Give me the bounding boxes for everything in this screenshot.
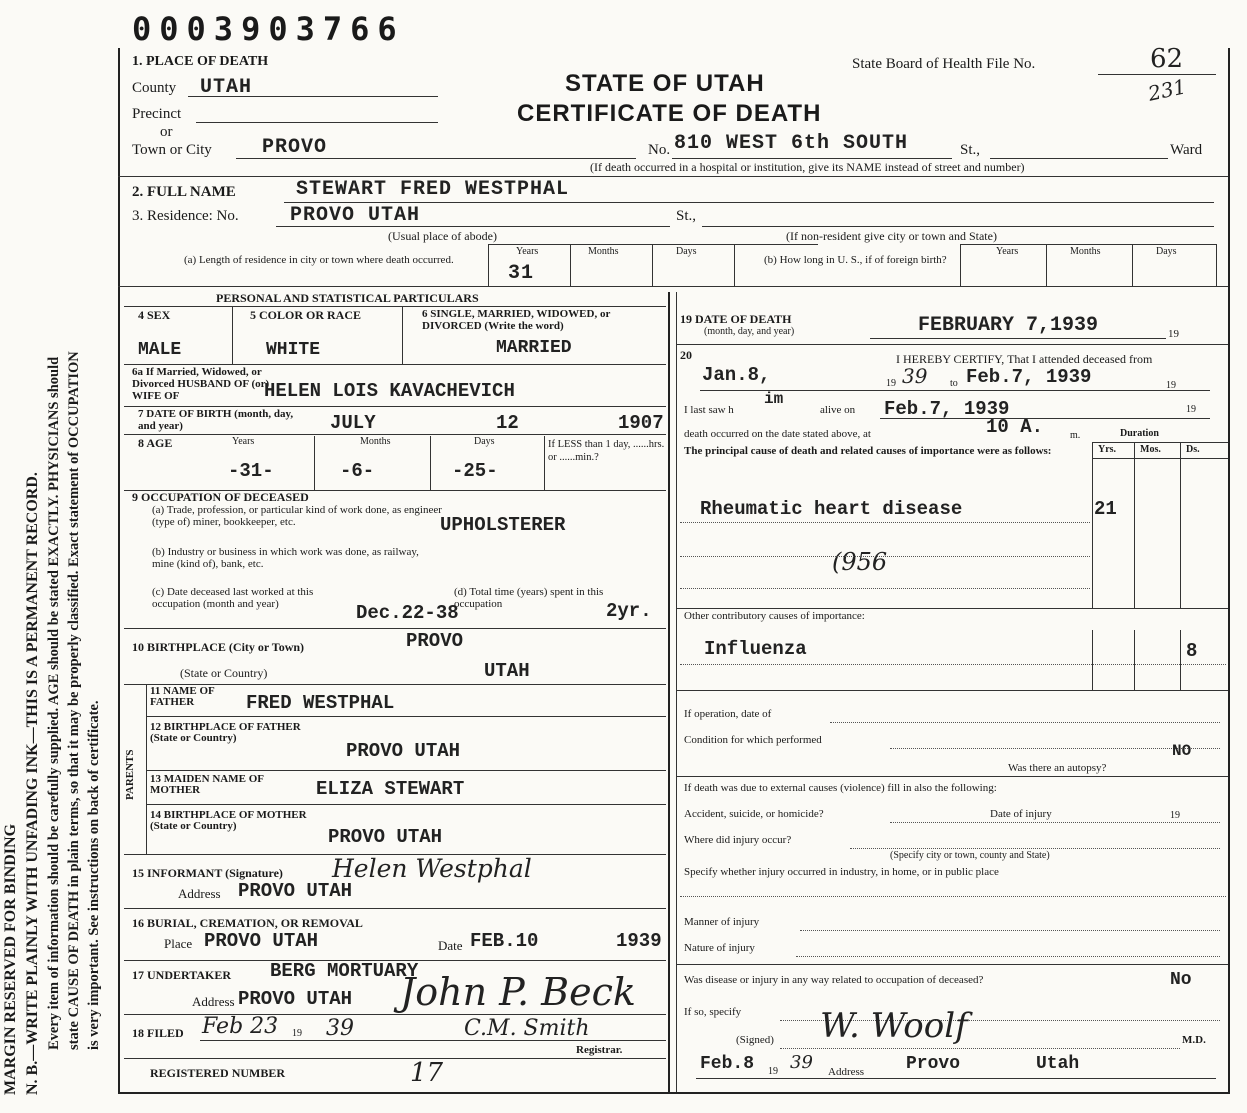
undertaker-label: 17 UNDERTAKER (132, 968, 232, 982)
father-value: FRED WESTPHAL (246, 692, 395, 714)
dob-month: JULY (330, 412, 376, 434)
town-label: Town or City (132, 142, 212, 158)
death-time: 10 A. (986, 416, 1044, 438)
cause-years: 21 (1094, 498, 1117, 520)
filed-label: 18 FILED (132, 1026, 184, 1040)
date-of-death-value: FEBRUARY 7,1939 (918, 314, 1099, 337)
certify-text: I HEREBY CERTIFY, That I attended deceased from (896, 352, 1153, 366)
date-injury-19: 19 (1170, 810, 1180, 821)
dob-label: 7 DATE OF BIRTH (month, day, and year) (138, 408, 294, 432)
undertaker-address-label: Address (192, 994, 235, 1009)
no-label: No. (648, 142, 671, 158)
or-label: or (160, 124, 173, 140)
father-label: 11 NAME OF FATHER (150, 685, 215, 708)
serial-number: 0003903766 (132, 10, 405, 48)
death-occurred-label: death occurred on the date stated above, at (684, 428, 871, 440)
us-days-header: Days (1156, 246, 1177, 257)
sex-value: MALE (138, 340, 182, 360)
burial-label: 16 BURIAL, CREMATION, OR REMOVAL (132, 916, 363, 930)
manner-label: Manner of injury (684, 916, 760, 928)
signed-19: 19 (768, 1066, 778, 1077)
accident-label: Accident, suicide, or homicide? (684, 808, 824, 820)
informant-label: 15 INFORMANT (Signature) (132, 866, 283, 880)
st-label: St., (960, 142, 981, 158)
occupation-label: 9 OCCUPATION OF DECEASED (132, 490, 309, 504)
occupation-d-value: 2yr. (606, 600, 652, 622)
yrs-header: Yrs. (1098, 444, 1117, 455)
mother-birthplace-value: PROVO UTAH (328, 826, 443, 848)
father-birthplace-value: PROVO UTAH (346, 740, 461, 762)
mother-value: ELIZA STEWART (316, 778, 465, 800)
other-cause-days: 8 (1186, 640, 1198, 662)
informant-address-label: Address (178, 886, 221, 901)
nature-label: Nature of injury (684, 942, 755, 954)
us-years-header: Years (996, 246, 1019, 257)
county-value: UTAH (200, 76, 253, 99)
autopsy-value: NO (1172, 742, 1192, 760)
occupation-related-label: Was disease or injury in any way related to occupation of deceased? (684, 974, 984, 986)
occupation-value: UPHOLSTERER (440, 514, 566, 536)
condition-label: Condition for which performed (684, 734, 822, 746)
father-birthplace-label: 12 BIRTHPLACE OF FATHER (State or Country) (150, 721, 301, 744)
birthplace-state-label: (State or Country) (180, 666, 268, 680)
signed-year: 39 (790, 1052, 813, 1073)
undertaker-address: PROVO UTAH (238, 988, 353, 1010)
filed-nineteen: 19 (292, 1028, 302, 1039)
dob-year: 1907 (618, 412, 664, 434)
cause-code: (956 (832, 548, 888, 576)
burial-year: 1939 (616, 930, 662, 952)
occupation-a-label: (a) Trade, profession, or particular kind of work done, as engineer (type of) miner, bookkeeper, etc. (152, 504, 442, 528)
occupation-b-label: (b) Industry or business in which work was done, as railway, mine (kind of), bank, etc. (152, 546, 419, 570)
attended-to: Feb.7, 1939 (966, 366, 1092, 388)
certify-number: 20 (680, 348, 692, 362)
residence-st-label: St., (676, 208, 697, 224)
signed-address-label: Address (828, 1066, 865, 1078)
margin-instructions-2: state CAUSE OF DEATH in plain terms, so that it may be properly classified. Exact statement of OCCUPATION (66, 351, 82, 1050)
md-label: M.D. (1182, 1034, 1206, 1046)
full-name-label: 2. FULL NAME (132, 184, 236, 200)
last-saw-label: I last saw h (684, 404, 734, 416)
usual-abode: (Usual place of abode) (388, 229, 497, 243)
operation-label: If operation, date of (684, 708, 772, 720)
registered-number-value: 17 (410, 1058, 444, 1088)
autopsy-label: Was there an autopsy? (1008, 762, 1107, 774)
age-years-value: -31- (228, 460, 274, 482)
other-causes-label: Other contributory causes of importance: (684, 610, 865, 622)
last-saw-19: 19 (1186, 404, 1196, 415)
occupation-related-value: No (1170, 970, 1192, 990)
death-m: m. (1070, 430, 1081, 441)
registrar-signature: C.M. Smith (464, 1016, 590, 1041)
cause-value: Rheumatic heart disease (700, 498, 963, 520)
burial-place-label: Place (164, 936, 193, 951)
certificate-title: CERTIFICATE OF DEATH (517, 100, 822, 127)
registrar-label: Registrar. (576, 1044, 623, 1056)
physician-signature: W. Woolf (820, 1006, 968, 1046)
parents-side-label: PARENTS (124, 749, 136, 800)
age-months-value: -6- (340, 460, 375, 482)
nonresident-note: (If non-resident give city or town and State) (786, 229, 997, 243)
attended-from-year: 39 (902, 364, 928, 388)
if-so-label: If so, specify (684, 1006, 742, 1018)
file-no-extra: 231 (1145, 74, 1189, 106)
street-value: 810 WEST 6th SOUTH (674, 132, 909, 155)
date-of-death-label: 19 DATE OF DEATH (680, 312, 792, 326)
age-years-label: Years (232, 436, 255, 447)
occupation-c-value: Dec.22-38 (356, 602, 459, 624)
date-of-death-nineteen: 19 (1168, 328, 1179, 340)
hospital-note: (If death occurred in a hospital or institution, give its NAME instead of street and number) (590, 160, 1025, 174)
res-years-value: 31 (508, 262, 535, 285)
sex-label: 4 SEX (138, 308, 171, 322)
ward-label: Ward (1170, 142, 1203, 158)
specify-city-label: (Specify city or town, county and State) (890, 850, 1050, 861)
color-value: WHITE (266, 340, 321, 360)
age-months-label: Months (360, 436, 391, 447)
mother-birthplace-label: 14 BIRTHPLACE OF MOTHER (State or Country) (150, 809, 307, 832)
signed-label: (Signed) (736, 1034, 774, 1046)
other-cause: Influenza (704, 638, 807, 660)
filed-date: Feb 23 (202, 1014, 279, 1039)
spouse-label: 6a If Married, Widowed, or Divorced HUSBAND OF (or) WIFE OF (132, 366, 270, 402)
specify-where-label: Specify whether injury occurred in industry, in home, or in public place (684, 866, 999, 878)
attended-to-19: 19 (1166, 380, 1176, 391)
spouse-value: HELEN LOIS KAVACHEVICH (264, 380, 515, 402)
informant-signature: Helen Westphal (332, 854, 532, 883)
attended-from-19: 19 (886, 378, 896, 389)
town-value: PROVO (262, 136, 328, 159)
alive-label: alive on (820, 404, 856, 416)
registered-number-label: REGISTERED NUMBER (150, 1066, 286, 1080)
external-causes-label: If death was due to external causes (violence) fill in also the following: (684, 782, 997, 794)
cause-instructions: The principal cause of death and related causes of importance were as follows: (684, 445, 1052, 457)
signed-address-state: Utah (1036, 1054, 1080, 1074)
attended-to-label: to (950, 378, 958, 389)
marital-value: MARRIED (496, 338, 572, 358)
attended-from: Jan.8, (702, 364, 771, 386)
date-of-death-sub: (month, day, and year) (704, 326, 795, 337)
margin-binding: MARGIN RESERVED FOR BINDING (2, 823, 19, 1095)
length-residence-label: (a) Length of residence in city or town where death occurred. (184, 254, 454, 266)
birthplace-label: 10 BIRTHPLACE (City or Town) (132, 640, 305, 654)
last-saw-him: im (764, 390, 784, 408)
residence-value: PROVO UTAH (290, 204, 421, 227)
res-years-header: Years (516, 246, 539, 257)
where-injury-label: Where did injury occur? (684, 834, 792, 846)
state-title: STATE OF UTAH (565, 70, 765, 97)
informant-address: PROVO UTAH (238, 880, 353, 902)
burial-place: PROVO UTAH (204, 930, 319, 952)
undertaker-value: BERG MORTUARY (270, 960, 419, 982)
less-than-day: If LESS than 1 day, ......hrs. or ......min.? (548, 439, 665, 463)
dob-day: 12 (496, 412, 519, 434)
margin-instructions-1: Every item of information should be carefully supplied. AGE should be stated EXACTLY. PHYSICIANS should (46, 356, 62, 1050)
birthplace-city: PROVO (406, 630, 464, 652)
county-label: County (132, 80, 177, 96)
margin-ink-note: N. B.—WRITE PLAINLY WITH UNFADING INK—THIS IS A PERMANENT RECORD. (24, 472, 41, 1095)
filed-year: 39 (326, 1016, 354, 1041)
burial-date: FEB.10 (470, 930, 539, 952)
foreign-birth-label: (b) How long in U. S., if of foreign birth? (764, 254, 947, 266)
marital-label: 6 SINGLE, MARRIED, WIDOWED, or DIVORCED (Write the word) (422, 308, 611, 332)
ds-header: Ds. (1186, 444, 1200, 455)
us-months-header: Months (1070, 246, 1101, 257)
occupation-c-label: (c) Date deceased last worked at this occupation (month and year) (152, 586, 314, 610)
signed-address: Provo (906, 1054, 961, 1074)
file-no-label: State Board of Health File No. (852, 56, 1036, 72)
mother-label: 13 MAIDEN NAME OF MOTHER (150, 773, 264, 796)
margin-instructions-3: is very important. See instructions on back of certificate. (86, 700, 102, 1050)
date-injury-label: Date of injury (990, 808, 1052, 820)
occupation-d-label: (d) Total time (years) spent in this occupation (454, 586, 604, 610)
undertaker-signature: John P. Beck (400, 970, 636, 1014)
res-months-header: Months (588, 246, 619, 257)
precinct-label: Precinct (132, 106, 182, 122)
duration-label: Duration (1120, 428, 1159, 439)
burial-date-label: Date (438, 938, 463, 953)
file-no-value: 62 (1150, 44, 1184, 74)
birthplace-state: UTAH (484, 660, 530, 682)
residence-label: 3. Residence: No. (132, 208, 239, 224)
res-days-header: Days (676, 246, 697, 257)
last-saw-value: Feb.7, 1939 (884, 398, 1010, 420)
age-days-label: Days (474, 436, 495, 447)
signed-date: Feb.8 (700, 1054, 755, 1074)
mos-header: Mos. (1140, 444, 1161, 455)
age-label: 8 AGE (138, 436, 173, 450)
full-name-value: STEWART FRED WESTPHAL (296, 178, 570, 201)
personal-header: PERSONAL AND STATISTICAL PARTICULARS (216, 291, 479, 305)
color-label: 5 COLOR OR RACE (250, 308, 362, 322)
age-days-value: -25- (452, 460, 498, 482)
place-of-death-label: 1. PLACE OF DEATH (132, 54, 269, 69)
